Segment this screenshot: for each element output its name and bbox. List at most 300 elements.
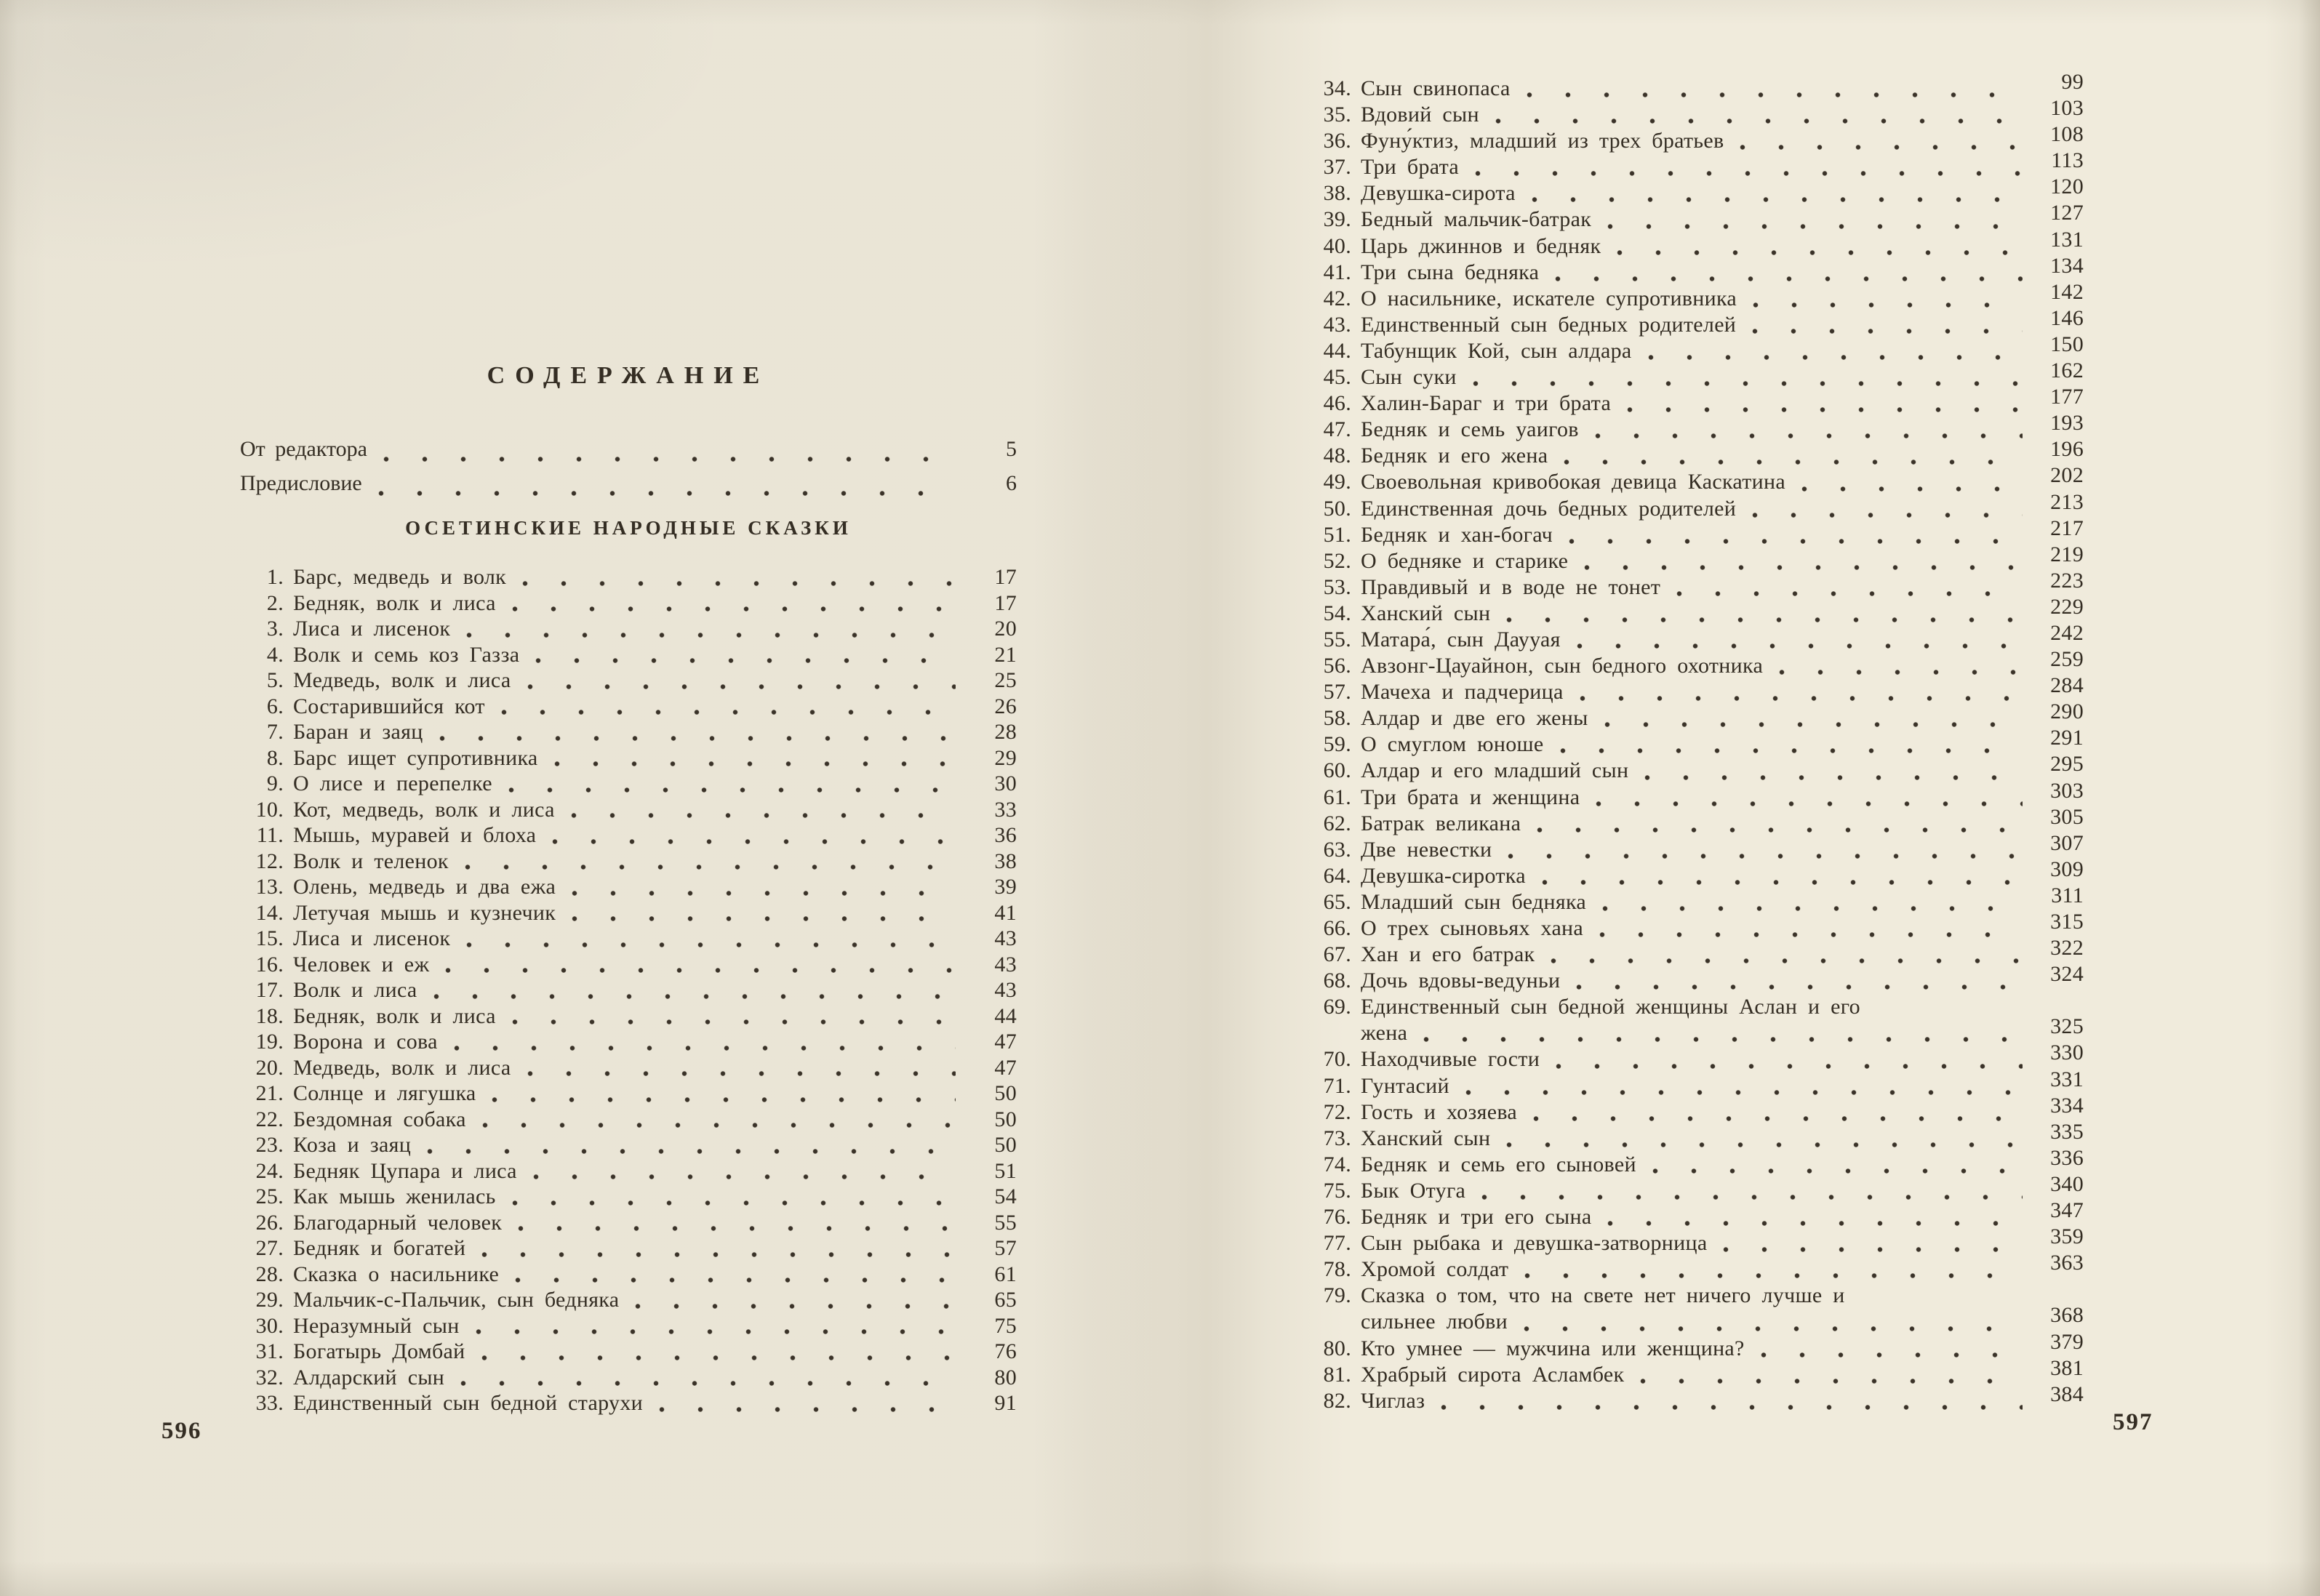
entry-content (1361, 699, 2084, 731)
toc-entry (1308, 96, 2084, 128)
entry-number: 54. (1323, 601, 1351, 625)
entry-number: 24. (255, 1158, 284, 1183)
toc-entry (240, 1055, 1017, 1081)
entry-line (293, 590, 1017, 617)
entry-line (1361, 148, 2084, 180)
entry-content (1361, 1067, 2084, 1099)
entry-page: 61 (994, 1262, 1017, 1286)
dot-leader (1524, 1326, 2023, 1332)
dot-leader (378, 490, 956, 497)
entry-number: 25. (255, 1184, 284, 1208)
toc-entry (1308, 1251, 2084, 1283)
entry-page: 76 (994, 1339, 1017, 1363)
entry-line (293, 642, 1017, 668)
toc-entry (1308, 175, 2084, 206)
dot-leader (1556, 1063, 2023, 1070)
toc-entry (240, 1365, 1017, 1391)
entry-content (1361, 542, 2084, 574)
toc-entry (1308, 594, 2084, 627)
entry-page: 54 (994, 1184, 1017, 1208)
dot-leader (1617, 249, 2023, 256)
entry-page: 381 (2050, 1355, 2084, 1380)
toc-entry (1308, 385, 2084, 417)
entry-page: 20 (994, 617, 1017, 641)
entry-page: 223 (2050, 568, 2084, 593)
entry-number: 33. (255, 1391, 284, 1415)
entry-line (293, 667, 1017, 694)
entry-title: Человек и еж (293, 952, 430, 977)
front-matter-page: 6 (1006, 471, 1017, 495)
dot-leader (1753, 302, 2023, 308)
entry-line (1361, 1093, 2084, 1126)
entry-content (1361, 122, 2084, 154)
entry-content (293, 1365, 1017, 1391)
entry-number: 42. (1323, 286, 1351, 310)
entry-page: 30 (994, 771, 1017, 795)
dot-leader (1495, 118, 2023, 124)
dot-leader (481, 1355, 956, 1361)
dot-leader (518, 1225, 956, 1232)
entry-content (1361, 647, 2084, 679)
entry-page: 26 (994, 694, 1017, 718)
toc-entry (240, 900, 1017, 926)
dot-leader (659, 1406, 956, 1413)
entry-content (1361, 1283, 2084, 1335)
entry-page: 43 (994, 978, 1017, 1002)
entry-number: 59. (1323, 732, 1351, 757)
entry-page: 177 (2050, 385, 2084, 409)
page-right (1308, 0, 2153, 1596)
entry-content (1361, 489, 2084, 522)
entry-title-continuation: сильнее любви (1361, 1310, 1508, 1334)
entry-line (1361, 994, 2084, 1020)
entry-number: 69. (1323, 995, 1351, 1019)
entry-number: 7. (266, 720, 284, 744)
dot-leader (1584, 564, 2023, 571)
dot-leader (508, 787, 956, 793)
entry-line (1361, 305, 2084, 338)
toc-entry (240, 667, 1017, 694)
toc-entry (240, 1158, 1017, 1184)
toc-entry (1308, 122, 2084, 154)
entry-line (293, 1080, 1017, 1107)
entry-line (1361, 857, 2084, 889)
entry-number: 60. (1323, 758, 1351, 783)
entry-number: 12. (255, 849, 284, 873)
toc-entry (1308, 411, 2084, 443)
toc-entry (240, 1313, 1017, 1339)
entry-number: 19. (255, 1030, 284, 1054)
entry-line (293, 952, 1017, 978)
dot-leader (522, 580, 956, 587)
entry-line (1361, 910, 2084, 942)
entry-line (1361, 1171, 2084, 1204)
toc-entry (240, 771, 1017, 797)
entry-number: 37. (1323, 155, 1351, 180)
entry-content (293, 1029, 1017, 1055)
entry-page: 379 (2050, 1329, 2084, 1354)
dot-leader (1648, 354, 2023, 361)
entry-content (293, 667, 1017, 694)
entry-line (293, 1158, 1017, 1184)
entry-number: 62. (1323, 811, 1351, 835)
dot-leader (439, 735, 956, 742)
dot-leader (512, 1200, 956, 1206)
dot-leader (1506, 1142, 2023, 1148)
dot-leader (466, 632, 956, 638)
entry-page: 17 (994, 590, 1017, 615)
entry-number: 22. (255, 1107, 284, 1131)
entry-page: 315 (2050, 910, 2084, 934)
toc-entry (1308, 358, 2084, 390)
entry-page: 150 (2050, 332, 2084, 356)
entry-page: 91 (994, 1391, 1017, 1415)
entry-number: 46. (1323, 391, 1351, 416)
entry-line (1361, 830, 2084, 863)
toc-entry (1308, 568, 2084, 601)
toc-entry (1308, 673, 2084, 705)
toc-entry (1308, 752, 2084, 784)
entry-line (1361, 542, 2084, 574)
entry-line (1361, 1067, 2084, 1099)
entry-content (293, 797, 1017, 823)
entry-line (1361, 385, 2084, 417)
entry-line (293, 977, 1017, 1003)
entry-content (1361, 305, 2084, 338)
dot-leader (1555, 276, 2023, 282)
entry-line (1361, 647, 2084, 679)
entry-title: Бедняк, волк и лиса (293, 590, 496, 615)
entry-line (293, 1029, 1017, 1055)
toc-entry (240, 719, 1017, 745)
toc-entry (240, 1029, 1017, 1055)
toc-entries-right (1308, 70, 2084, 1414)
entry-title: Медведь, волк и лиса (293, 1055, 511, 1080)
entry-number: 15. (255, 926, 284, 950)
entry-title: Алдар и его младший сын (1361, 758, 1629, 783)
entry-line (293, 1055, 1017, 1081)
toc-entry (240, 745, 1017, 771)
entry-line (293, 1107, 1017, 1133)
entry-page: 202 (2050, 463, 2084, 488)
entry-line (293, 1390, 1017, 1416)
entry-title: Бедняк, волк и лиса (293, 1003, 496, 1028)
entry-line (1361, 752, 2084, 784)
entry-title: Волк и лиса (293, 978, 417, 1002)
entry-content (293, 952, 1017, 978)
dot-leader (1595, 433, 2023, 439)
page-number-left: 596 (161, 1418, 202, 1444)
entry-content (1361, 463, 2084, 495)
entry-line (1361, 70, 2084, 102)
entry-title: Три брата и женщина (1361, 785, 1580, 809)
front-matter-list (240, 432, 1017, 500)
entry-number: 1. (266, 565, 284, 589)
entry-page: 229 (2050, 594, 2084, 619)
dot-leader (1740, 144, 2023, 151)
entry-title: Солнце и лягушка (293, 1081, 476, 1105)
entry-content (1361, 962, 2084, 994)
entry-page: 65 (994, 1288, 1017, 1312)
entry-number: 13. (255, 875, 284, 899)
toc-entry (1308, 542, 2084, 574)
dot-leader (1542, 879, 2023, 886)
entry-page: 25 (994, 668, 1017, 692)
entry-content (1361, 279, 2084, 312)
entry-title: Баран и заяц (293, 720, 423, 744)
page-left (161, 0, 1017, 1596)
entry-number: 53. (1323, 574, 1351, 599)
dot-leader (1723, 1246, 2023, 1253)
dot-leader (1607, 1220, 2023, 1227)
entry-title: Благодарный человек (293, 1210, 503, 1235)
entry-line (1361, 804, 2084, 837)
entry-title: Сын суки (1361, 365, 1457, 390)
entry-content (293, 745, 1017, 771)
entry-content (1361, 883, 2084, 915)
entry-line (1361, 201, 2084, 233)
entry-content (1361, 70, 2084, 102)
toc-entry (1308, 1093, 2084, 1126)
toc-entry (240, 952, 1017, 978)
entry-content (1361, 1382, 2084, 1414)
dot-leader (1441, 1404, 2023, 1411)
entry-page: 131 (2050, 227, 2084, 252)
entry-page: 335 (2050, 1119, 2084, 1144)
dot-leader (571, 812, 956, 819)
dot-leader (1607, 223, 2023, 230)
entry-number: 18. (255, 1003, 284, 1028)
entry-number: 68. (1323, 969, 1351, 993)
entry-title: Коза и заяц (293, 1133, 412, 1157)
entry-content (1361, 1145, 2084, 1178)
entry-content (1361, 1355, 2084, 1388)
entry-title: Состарившийся кот (293, 694, 485, 718)
toc-entry (1308, 936, 2084, 968)
toc-entry (1308, 1040, 2084, 1072)
entry-title: Как мышь женилась (293, 1184, 496, 1208)
toc-entry (240, 1390, 1017, 1416)
entry-page: 359 (2050, 1224, 2084, 1249)
entry-content (1361, 1119, 2084, 1152)
entry-line (1361, 516, 2084, 548)
entry-line (293, 874, 1017, 900)
entry-line (293, 1313, 1017, 1339)
entry-page: 36 (994, 823, 1017, 847)
entry-page: 17 (994, 565, 1017, 589)
entry-number: 82. (1323, 1388, 1351, 1413)
entry-line (1361, 1014, 2084, 1046)
dot-leader (1569, 538, 2023, 545)
entry-page: 303 (2050, 778, 2084, 803)
toc-entry (1308, 70, 2084, 102)
dot-leader (1604, 721, 2023, 728)
entry-content (293, 1055, 1017, 1081)
dot-leader (445, 967, 956, 974)
toc-entry (240, 1132, 1017, 1158)
entry-title: Летучая мышь и кузнечик (293, 900, 556, 925)
entry-number: 20. (255, 1055, 284, 1080)
entry-number: 11. (256, 823, 284, 847)
entry-number: 57. (1323, 680, 1351, 705)
entry-line (293, 616, 1017, 642)
entry-page: 142 (2050, 279, 2084, 304)
entry-title: Лиса и лисенок (293, 617, 451, 641)
entry-content (293, 977, 1017, 1003)
entry-number: 79. (1323, 1283, 1351, 1308)
entry-line (1361, 673, 2084, 705)
entry-page: 325 (2050, 1014, 2084, 1039)
entry-page: 242 (2050, 620, 2084, 645)
toc-entry (240, 642, 1017, 668)
entry-page: 33 (994, 797, 1017, 822)
toc-entry (1308, 201, 2084, 233)
entry-line (1361, 96, 2084, 128)
entry-content (1361, 516, 2084, 548)
entry-page: 43 (994, 952, 1017, 977)
entry-number: 63. (1323, 837, 1351, 862)
entry-number: 61. (1323, 785, 1351, 809)
entry-number: 72. (1323, 1099, 1351, 1124)
entry-title: Олень, медведь и два ежа (293, 875, 556, 899)
entry-title: Своевольная кривобокая девица Каскатина (1361, 470, 1785, 494)
entry-number: 43. (1323, 312, 1351, 337)
toc-entry (1308, 994, 2084, 1046)
entry-page: 162 (2050, 358, 2084, 383)
entry-title: Барс ищет супротивника (293, 745, 538, 770)
entry-title: Матара́, сын Даууая (1361, 627, 1561, 651)
entry-title: Сказка о насильнике (293, 1262, 500, 1286)
entry-page: 50 (994, 1133, 1017, 1157)
dot-leader (1506, 617, 2023, 623)
dot-leader (527, 683, 956, 690)
toc-entry (1308, 1224, 2084, 1256)
entry-line (1361, 778, 2084, 811)
entry-line (1361, 699, 2084, 731)
entry-page: 38 (994, 849, 1017, 873)
entry-page: 290 (2050, 699, 2084, 724)
entry-content (1361, 568, 2084, 601)
dot-leader (1576, 984, 2023, 990)
entry-number: 39. (1323, 207, 1351, 232)
entry-title: Барс, медведь и волк (293, 565, 507, 589)
entry-line (293, 1003, 1017, 1030)
toc-entry (240, 1080, 1017, 1107)
toc-entry (240, 849, 1017, 875)
entry-title: Бедняк и хан-богач (1361, 522, 1553, 547)
dot-leader (1564, 459, 2023, 465)
entry-line (293, 745, 1017, 771)
entry-line (1361, 594, 2084, 627)
entry-content (293, 590, 1017, 617)
entry-content (1361, 726, 2084, 758)
entry-content (1361, 148, 2084, 180)
entry-number: 52. (1323, 548, 1351, 573)
entry-title: Кто умнее — мужчина или женщина? (1361, 1336, 1745, 1360)
entry-title: Единственная дочь бедных родителей (1361, 496, 1737, 521)
entry-title: Гость и хозяева (1361, 1099, 1518, 1124)
entry-line (293, 694, 1017, 720)
entry-number: 50. (1323, 496, 1351, 521)
entry-number: 16. (255, 952, 284, 977)
entry-number: 73. (1323, 1126, 1351, 1150)
entry-line (1361, 122, 2084, 154)
entry-line (1361, 279, 2084, 312)
entry-title: Единственный сын бедной женщины Аслан и его (1361, 995, 1860, 1019)
dot-leader (1779, 669, 2023, 675)
entry-content (1361, 332, 2084, 364)
entry-page: 80 (994, 1365, 1017, 1390)
dot-leader (1465, 1089, 2023, 1096)
entry-page: 28 (994, 720, 1017, 744)
dot-leader (1524, 1272, 2023, 1279)
entry-content (293, 642, 1017, 668)
front-matter-title: Предисловие (240, 471, 362, 495)
page-number-right: 597 (2113, 1409, 2153, 1435)
entry-content (1361, 1251, 2084, 1283)
dot-leader (1537, 827, 2023, 833)
entry-content (1361, 936, 2084, 968)
entry-number: 34. (1323, 76, 1351, 100)
entry-content (293, 771, 1017, 797)
toc-entry (240, 1339, 1017, 1365)
entry-title: Ханский сын (1361, 1126, 1491, 1150)
entry-number: 56. (1323, 654, 1351, 678)
entry-line (293, 1235, 1017, 1262)
toc-entry (1308, 1119, 2084, 1152)
dot-leader (466, 942, 956, 948)
toc-entry (1308, 253, 2084, 286)
entry-line (1361, 1198, 2084, 1230)
entry-line (1361, 437, 2084, 469)
entry-title: Вдовий сын (1361, 103, 1479, 127)
toc-entry (1308, 437, 2084, 469)
entry-content (1361, 857, 2084, 889)
toc-entry (1308, 804, 2084, 837)
dot-leader (535, 657, 956, 664)
entry-title: Сказка о том, что на свете нет ничего лучше и (1361, 1283, 1845, 1308)
entry-title: Младший сын бедняка (1361, 889, 1587, 914)
entry-content (293, 1132, 1017, 1158)
entry-number: 47. (1323, 417, 1351, 442)
entry-page: 363 (2050, 1251, 2084, 1275)
entry-page: 103 (2050, 96, 2084, 121)
toc-entry (1308, 463, 2084, 495)
dot-leader (460, 1380, 956, 1387)
dot-leader (465, 864, 956, 870)
toc-entry (1308, 830, 2084, 863)
entry-line (1361, 358, 2084, 390)
entry-title: Дочь вдовы-ведуньи (1361, 969, 1561, 993)
entry-line (1361, 1251, 2084, 1283)
entry-page: 43 (994, 926, 1017, 950)
entry-number: 40. (1323, 233, 1351, 258)
entry-number: 55. (1323, 627, 1351, 651)
entry-content (293, 1210, 1017, 1236)
entry-number: 32. (255, 1365, 284, 1390)
entry-content (1361, 804, 2084, 837)
toc-entry (240, 694, 1017, 720)
entry-page: 120 (2050, 175, 2084, 199)
entry-page: 193 (2050, 411, 2084, 436)
dot-leader (1475, 170, 2023, 177)
entry-content (1361, 994, 2084, 1046)
toc-entry (240, 874, 1017, 900)
entry-title: Хан и его батрак (1361, 942, 1535, 967)
dot-leader (572, 915, 956, 922)
toc-entry (240, 797, 1017, 823)
toc-title: СОДЕРЖАНИЕ (487, 362, 770, 389)
